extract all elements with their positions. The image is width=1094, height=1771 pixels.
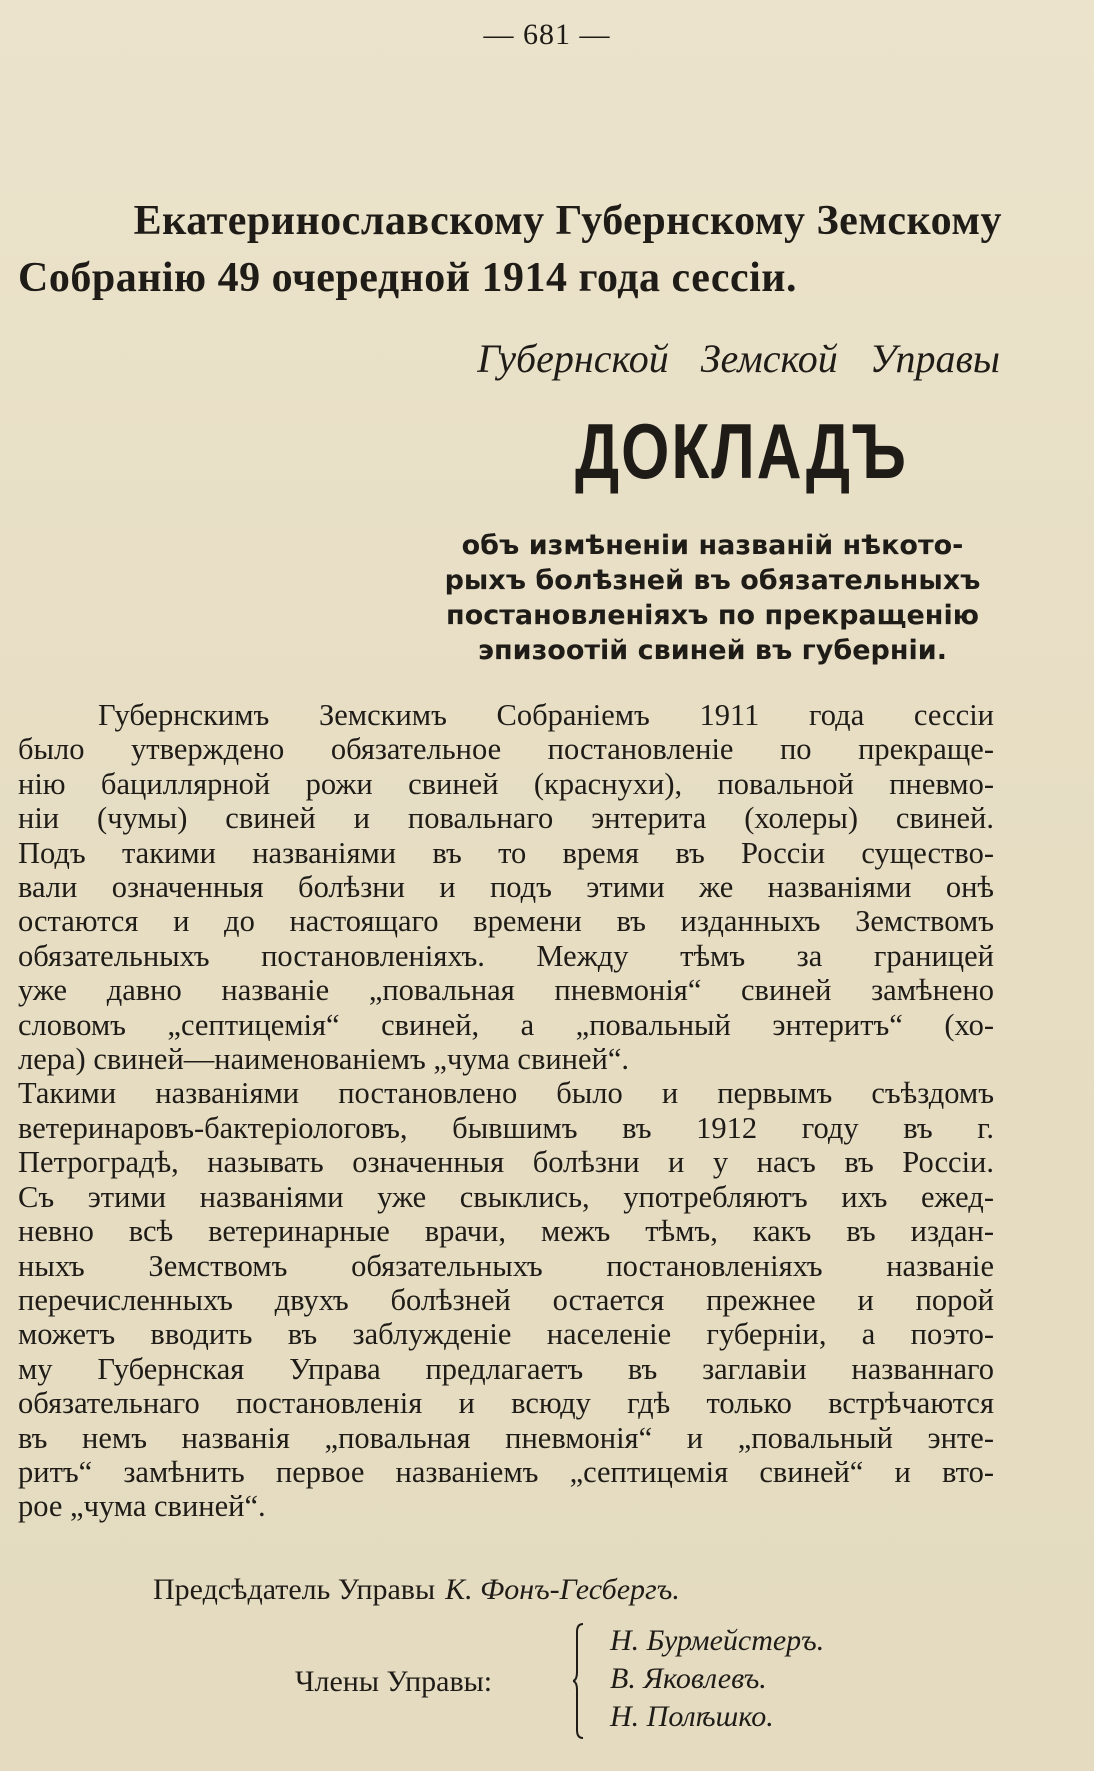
body-line: обязательныхъ постановленіяхъ. Между тѣмъ за границей xyxy=(18,938,994,973)
body-text xyxy=(18,698,994,1524)
topic-line: постановленіяхъ по прекращенію xyxy=(446,600,979,631)
report-topic xyxy=(430,528,995,668)
topic-line: рыхъ болѣзней въ обязательныхъ xyxy=(444,565,981,596)
body-line: словомъ „септицемія“ свиней, а „повальный энтеритъ“ (хо- xyxy=(18,1007,994,1042)
member-name: В. Яковлевъ. xyxy=(610,1662,767,1695)
member-name: Н. Бурмейстеръ. xyxy=(610,1624,825,1657)
body-line: Такими названіями постановлено было и первымъ съѣздомъ xyxy=(18,1076,994,1111)
body-line: перечисленныхъ двухъ болѣзней остается прежнее и порой xyxy=(18,1282,994,1317)
body-line: Петроградѣ, называть означенныя болѣзни и у насъ въ Россіи. xyxy=(18,1145,994,1180)
body-line: можетъ вводить въ заблужденіе населеніе губерніи, а поэто- xyxy=(18,1317,994,1352)
page-number: — 681 — xyxy=(483,18,611,51)
body-line: вали означенныя болѣзни и подъ этими же названіями онѣ xyxy=(18,870,994,905)
body-line: лера) свиней—наименованіемъ „чума свиней“. xyxy=(18,1042,630,1077)
members-brace xyxy=(573,1622,587,1740)
report-heading: ДОКЛАДЪ xyxy=(575,409,908,496)
body-line: уже давно названіе „повальная пневмонія“ свиней замѣнено xyxy=(18,973,994,1008)
member-name: Н. Полѣшко. xyxy=(610,1700,774,1733)
chair-signature xyxy=(153,1573,680,1607)
body-line: ніи (чумы) свиней и повальнаго энтерита (холеры) свиней. xyxy=(18,801,994,836)
body-line: ритъ“ замѣнить первое названіемъ „септицемія свиней“ и вто- xyxy=(18,1454,994,1489)
body-line: въ немъ названія „повальная пневмонія“ и „повальный энте- xyxy=(18,1420,994,1455)
members-list xyxy=(610,1622,824,1736)
body-line: обязательнаго постановленія и всюду гдѣ только встрѣчаются xyxy=(18,1386,994,1421)
members-label: Члены Управы: xyxy=(295,1665,493,1698)
topic-line: эпизоотій свиней въ губерніи. xyxy=(478,635,947,666)
subtitle: Губернской Земской Управы xyxy=(477,336,1000,381)
title-line-2: Собранію 49 очередной 1914 года сессіи. xyxy=(18,255,798,301)
body-line: рое „чума свиней“. xyxy=(18,1489,266,1524)
body-line: ныхъ Земствомъ обязательныхъ постановленіяхъ названіе xyxy=(18,1248,994,1283)
body-line: невно всѣ ветеринарные врачи, межъ тѣмъ, какъ въ издан- xyxy=(18,1214,994,1249)
title-line-1: Екатеринославскому Губернскому Земскому xyxy=(133,198,1002,244)
topic-line: объ измѣненіи названій нѣкото- xyxy=(461,530,964,561)
body-line: остаются и до настоящаго времени въ изданныхъ Земствомъ xyxy=(18,904,994,939)
body-line: ветеринаровъ-бактеріологовъ, бывшимъ въ 1912 году въ г. xyxy=(18,1110,994,1145)
body-line: Съ этими названіями уже свыклись, употребляютъ ихъ ежед- xyxy=(18,1179,994,1214)
body-line: Губернскимъ Земскимъ Собраніемъ 1911 года сессіи xyxy=(98,698,994,732)
body-line: нію бациллярной рожи свиней (краснухи), повальной пневмо- xyxy=(18,766,994,801)
chair-label: Предсѣдатель Управы xyxy=(153,1573,436,1606)
body-line: было утверждено обязательное постановленіе по прекраще- xyxy=(18,732,994,767)
body-line: му Губернская Управа предлагаетъ въ заглавіи названнаго xyxy=(18,1351,994,1386)
chair-name: К. Фонъ-Гесбергъ. xyxy=(445,1573,680,1606)
body-line: Подъ такими названіями въ то время въ Россіи существо- xyxy=(18,835,994,870)
